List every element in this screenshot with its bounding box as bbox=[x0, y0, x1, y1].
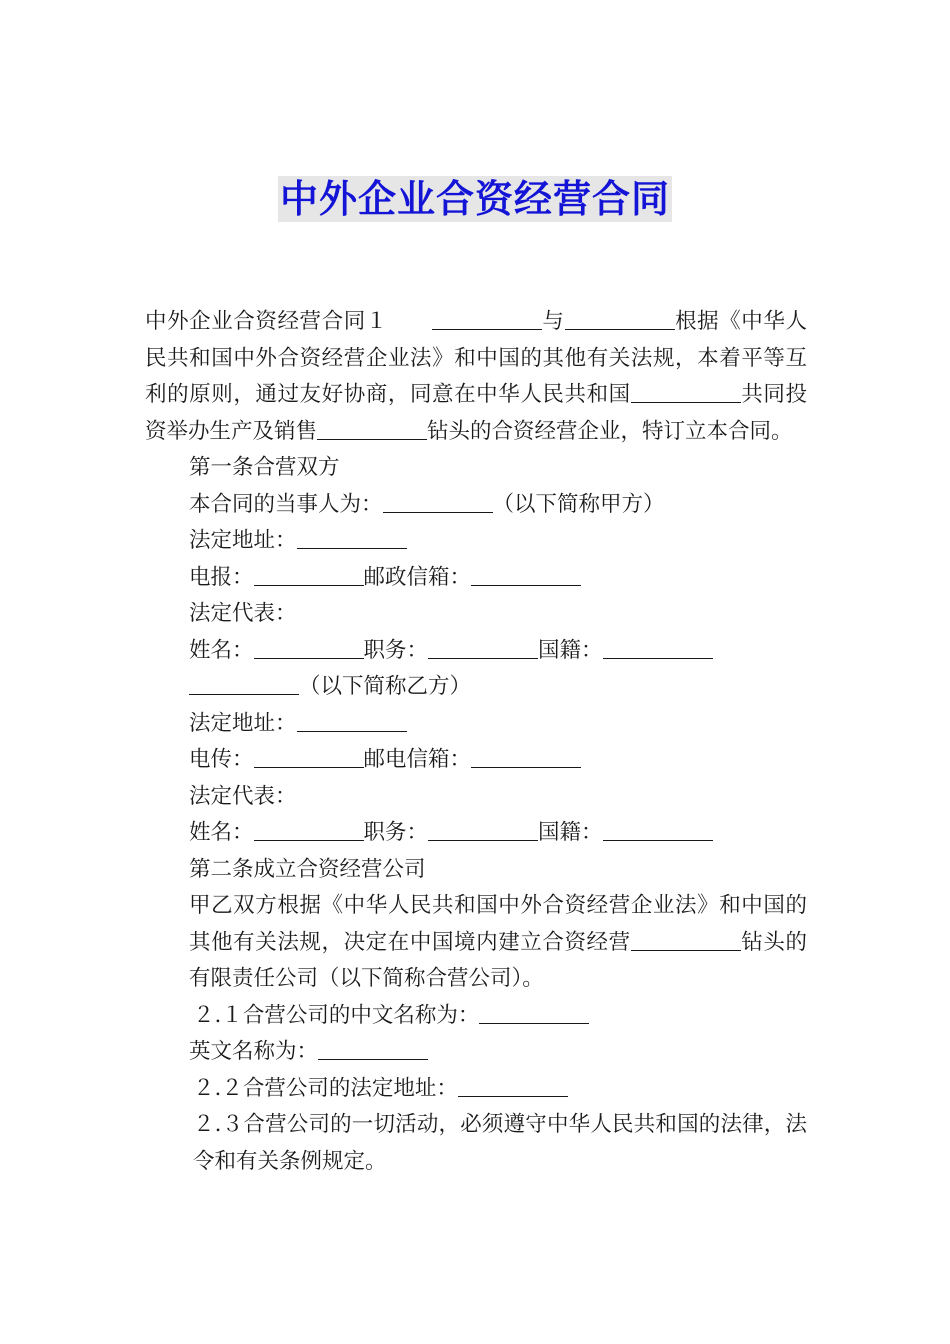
postbox-label: 邮政信箱： bbox=[363, 564, 472, 590]
party-a-rep-label: 法定代表： bbox=[189, 601, 297, 626]
blank-field bbox=[254, 745, 364, 768]
blank-field bbox=[603, 818, 713, 841]
article2-text-2: 钻头的有限责任公司（以下简称合营公司）。 bbox=[189, 929, 807, 991]
party-b-rep-label: 法定代表： bbox=[189, 783, 297, 809]
blank-field bbox=[471, 563, 581, 586]
party-a-address-line bbox=[145, 523, 807, 560]
party-b-line bbox=[145, 669, 807, 706]
telegraph-label: 电报： bbox=[189, 564, 254, 590]
blank-field bbox=[317, 417, 427, 440]
blank-field bbox=[254, 818, 364, 841]
name-label-b: 姓名： bbox=[189, 820, 254, 845]
nationality-label: 国籍： bbox=[538, 637, 603, 663]
party-b-rep-line bbox=[145, 815, 807, 852]
title-wrapper bbox=[0, 176, 950, 222]
name-label: 姓名： bbox=[189, 637, 254, 663]
blank-field bbox=[428, 636, 538, 659]
nationality-label-b: 国籍： bbox=[538, 820, 603, 845]
blank-field bbox=[479, 1001, 589, 1024]
blank-field bbox=[254, 636, 364, 659]
party-a-suffix: （以下简称甲方） bbox=[492, 491, 665, 517]
party-b-fax-line bbox=[145, 742, 807, 779]
address-label: 法定地址： bbox=[189, 528, 297, 553]
intro-text-1: 中外企业合资经营合同１ bbox=[145, 309, 388, 334]
document-title: 中外企业合资经营合同 bbox=[279, 177, 670, 221]
item-2-2: ２.２合营公司的法定地址： bbox=[193, 1075, 458, 1101]
party-a-prefix: 本合同的当事人为： bbox=[189, 491, 383, 517]
position-label: 职务： bbox=[363, 637, 429, 663]
blank-field bbox=[631, 928, 741, 951]
blank-field bbox=[383, 490, 493, 513]
blank-field bbox=[428, 818, 538, 841]
blank-field bbox=[432, 307, 542, 330]
party-a-rep-line bbox=[145, 633, 807, 670]
item-2-1-line bbox=[145, 998, 807, 1035]
fax-label: 电传： bbox=[189, 747, 254, 772]
blank-field bbox=[565, 307, 675, 330]
blank-field bbox=[471, 745, 581, 768]
blank-field bbox=[318, 1037, 428, 1060]
intro-text-4: 共同投资举办生产及销售 bbox=[145, 382, 807, 444]
blank-field bbox=[254, 563, 364, 586]
position-label-b: 职务： bbox=[363, 820, 429, 845]
blank-field bbox=[458, 1074, 568, 1097]
address-label-b: 法定地址： bbox=[189, 710, 297, 736]
item-2-1-en: 英文名称为： bbox=[189, 1039, 319, 1064]
item-2-3-paragraph: ２.３合营公司的一切活动，必须遵守中华人民共和国的法律，法令和有关条例规定。 bbox=[193, 1112, 807, 1174]
blank-field bbox=[297, 526, 407, 549]
blank-field bbox=[297, 709, 407, 732]
document-body bbox=[145, 304, 807, 1180]
intro-text-5: 钻头的合资经营企业，特订立本合同。 bbox=[427, 418, 793, 444]
party-b-suffix: （以下简称乙方） bbox=[299, 674, 472, 699]
party-a-telegraph-line bbox=[145, 560, 807, 597]
party-a-line bbox=[145, 487, 807, 524]
article2-text-1: 甲乙双方根据《中华人民共和国中外合资经营企业法》和中国的其他有关法规，决定在中国境内建立合资经营 bbox=[189, 893, 807, 955]
blank-field bbox=[603, 636, 713, 659]
intro-text-3: 根据《中华人民共和国中外合资经营企业法》和中国的其他有关法规，本着平等互利的原则，通过友好协商，同意在中华人民共和国 bbox=[145, 309, 807, 407]
mailbox-label: 邮电信箱： bbox=[363, 747, 472, 772]
intro-paragraph bbox=[145, 304, 807, 450]
article2-heading: 第二条成立合资经营公司 bbox=[189, 856, 426, 882]
item-2-1: ２.１合营公司的中文名称为： bbox=[193, 1002, 480, 1028]
article2-paragraph bbox=[145, 888, 807, 998]
article1-heading: 第一条合营双方 bbox=[189, 455, 340, 480]
intro-text-2: 与 bbox=[541, 309, 565, 334]
blank-field bbox=[631, 380, 741, 403]
item-2-1-en-line bbox=[145, 1034, 807, 1071]
party-b-address-line bbox=[145, 706, 807, 743]
blank-field bbox=[189, 672, 299, 695]
item-2-2-line bbox=[145, 1071, 807, 1108]
